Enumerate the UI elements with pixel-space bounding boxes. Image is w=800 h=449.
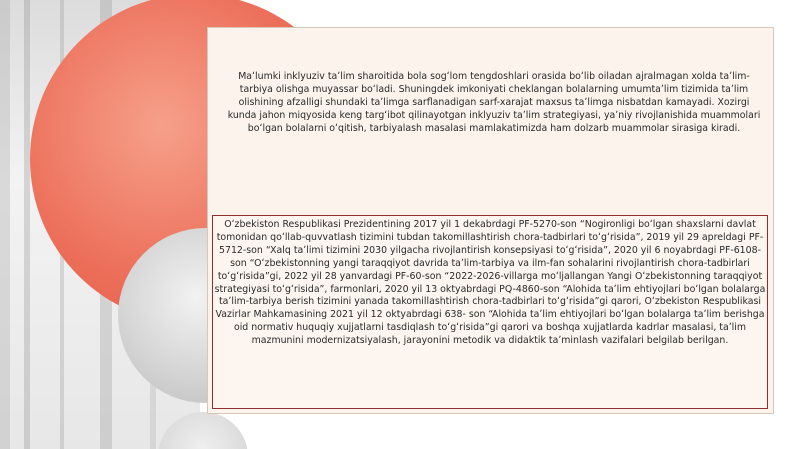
legal-references-paragraph: Oʻzbekiston Respublikasi Prezidentining 2017 yil 1 dekabrdagi PF-5270-son “Nogironligi boʻlgan shaxslarni davlat tomonidan qoʻllab-quvvatlash tizimini tubdan takomillashtirish chora-tadbirlari toʻgʻrisida”, 2019 yil 29 apreldagi PF-5712-son “Xalq taʼlimi tizimini 2030 yilgacha rivojlantirish konsepsiyasi toʻgʻrisida”, 2020 yil 6 noyabrdagi PF-6108-son “Oʻzbekistonning yangi taraqqiyot davrida taʼlim-tarbiya va ilm-fan sohalarini rivojlantirish chora-tadbirlari toʻgʻrisida”gi, 2022 yil 28 yanvardagi PF-60-son “2022-2026-villarga moʻljallangan Yangi Oʻzbekistonning taraqqiyot strategiyasi toʻgʻrisida”, farmonlari, 2020 yil 13 oktyabrdagi PQ-4860-son “Alohida taʼlim ehtiyojlari boʻlgan bolalarga taʼlim-tarbiya berish tizimini yanada takomillashtirish chora-tadbirlari toʻgʻrisida”gi qarori, Oʻzbekiston Respublikasi Vazirlar Mahkamasining 2021 yil 12 oktyabrdagi 638- son “Alohida taʼlim ehtiyojlari boʻlgan bolalarga taʼlim berishga oid normativ huquqiy xujjatlarni tasdiqlash toʻgʻrisida”gi qarori va boshqa xujjatlarda kadrlar masalasi, taʼlim mazmunini modernizatsiyalash, jarayonini metodik va didaktik taʼminlash vazifalari belgilab berilgan.: [214, 219, 766, 347]
intro-paragraph: Maʻlumki inklyuziv taʼlim sharoitida bola sogʻlom tengdoshlari orasida boʻlib oiladan ajralmagan xolda taʼlim-tarbiya olishga muyassar boʻladi. Shuningdek imkoniyati cheklangan bolalarning umumtaʼlim tizimida taʼlim olishining afzalligi shundaki taʼlimga sarflanadigan sarf-xarajat maxsus taʼlimga nisbatdan kamayadi. Xozirgi kunda jahon miqyosida keng targʻibot qilinayotgan inklyuziv taʼlim strategiyasi, yaʼniy rivojlanishida muammolari boʻlgan bolalarni oʻqitish, tarbiyalash masalasi mamlakatimizda ham dolzarb muammolar sirasiga kiradi.: [227, 71, 761, 134]
